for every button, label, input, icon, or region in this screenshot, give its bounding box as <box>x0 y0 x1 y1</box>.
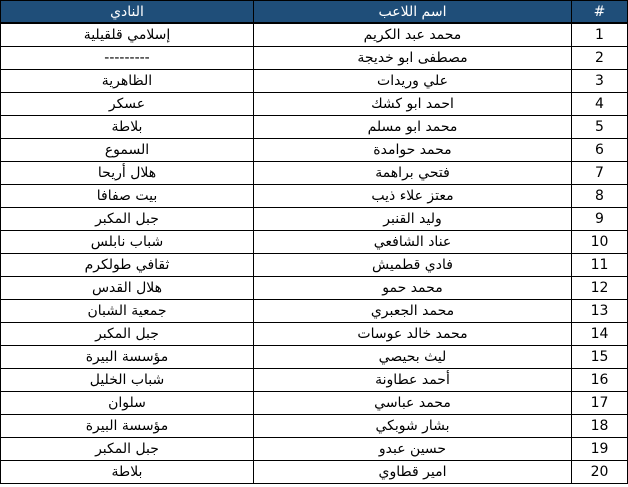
cell-number: 11 <box>572 254 628 277</box>
table-row <box>1 116 628 139</box>
cell-club: مؤسسة البيرة <box>1 415 254 438</box>
cell-player-name: محمد ابو مسلم <box>254 116 572 139</box>
cell-player-name: وليد القنبر <box>254 208 572 231</box>
cell-number: 3 <box>572 70 628 93</box>
table-row <box>1 162 628 185</box>
cell-player-name: فادي قطميش <box>254 254 572 277</box>
cell-number: 14 <box>572 323 628 346</box>
table-row <box>1 70 628 93</box>
cell-player-name: علي وريدات <box>254 70 572 93</box>
cell-club: إسلامي قلقيلية <box>1 23 254 47</box>
cell-player-name: معتز علاء ذيب <box>254 185 572 208</box>
cell-number: 16 <box>572 369 628 392</box>
table-row <box>1 23 628 47</box>
cell-player-name: محمد عباسي <box>254 392 572 415</box>
cell-club: هلال القدس <box>1 277 254 300</box>
cell-player-name: امير قطاوي <box>254 461 572 484</box>
cell-club: بلاطة <box>1 116 254 139</box>
table-row <box>1 277 628 300</box>
cell-club: الظاهرية <box>1 70 254 93</box>
table-row <box>1 208 628 231</box>
cell-player-name: بشار شوبكي <box>254 415 572 438</box>
header-row <box>1 1 628 24</box>
table-row <box>1 254 628 277</box>
cell-number: 8 <box>572 185 628 208</box>
cell-player-name: محمد حمو <box>254 277 572 300</box>
cell-club: ثقافي طولكرم <box>1 254 254 277</box>
table-row <box>1 231 628 254</box>
cell-number: 15 <box>572 346 628 369</box>
cell-number: 6 <box>572 139 628 162</box>
cell-player-name: ليث بحيصي <box>254 346 572 369</box>
header-club: النادي <box>1 1 254 24</box>
table-row <box>1 47 628 70</box>
cell-club: بلاطة <box>1 461 254 484</box>
cell-club: هلال أريحا <box>1 162 254 185</box>
table-row <box>1 415 628 438</box>
table-row <box>1 185 628 208</box>
cell-club: جبل المكبر <box>1 208 254 231</box>
table-row <box>1 369 628 392</box>
header-player-name: اسم اللاعب <box>254 1 572 24</box>
cell-club: شباب نابلس <box>1 231 254 254</box>
cell-number: 7 <box>572 162 628 185</box>
cell-number: 20 <box>572 461 628 484</box>
cell-number: 4 <box>572 93 628 116</box>
cell-club: شباب الخليل <box>1 369 254 392</box>
cell-club: السموع <box>1 139 254 162</box>
cell-player-name: محمد خالد عوسات <box>254 323 572 346</box>
table-row <box>1 323 628 346</box>
cell-number: 10 <box>572 231 628 254</box>
cell-number: 2 <box>572 47 628 70</box>
header-number: # <box>572 1 628 24</box>
table-body <box>1 23 628 484</box>
cell-club: عسكر <box>1 93 254 116</box>
table-row <box>1 461 628 484</box>
table-row <box>1 438 628 461</box>
cell-number: 1 <box>572 23 628 47</box>
cell-number: 13 <box>572 300 628 323</box>
cell-club: جمعية الشبان <box>1 300 254 323</box>
cell-club: --------- <box>1 47 254 70</box>
cell-player-name: أحمد عطاونة <box>254 369 572 392</box>
cell-player-name: مصطفى ابو خديجة <box>254 47 572 70</box>
table-row <box>1 392 628 415</box>
table-row <box>1 93 628 116</box>
cell-player-name: فتحي براهمة <box>254 162 572 185</box>
cell-player-name: محمد حوامدة <box>254 139 572 162</box>
cell-player-name: محمد الجعبري <box>254 300 572 323</box>
table-row <box>1 139 628 162</box>
cell-number: 9 <box>572 208 628 231</box>
cell-club: سلوان <box>1 392 254 415</box>
cell-number: 5 <box>572 116 628 139</box>
cell-player-name: احمد ابو كشك <box>254 93 572 116</box>
cell-club: بيت صفافا <box>1 185 254 208</box>
cell-player-name: عناد الشافعي <box>254 231 572 254</box>
table-row <box>1 300 628 323</box>
cell-number: 19 <box>572 438 628 461</box>
cell-player-name: محمد عبد الكريم <box>254 23 572 47</box>
cell-number: 18 <box>572 415 628 438</box>
cell-player-name: حسين عبدو <box>254 438 572 461</box>
cell-club: جبل المكبر <box>1 323 254 346</box>
table-row <box>1 346 628 369</box>
cell-club: مؤسسة البيرة <box>1 346 254 369</box>
cell-number: 12 <box>572 277 628 300</box>
cell-club: جبل المكبر <box>1 438 254 461</box>
cell-number: 17 <box>572 392 628 415</box>
